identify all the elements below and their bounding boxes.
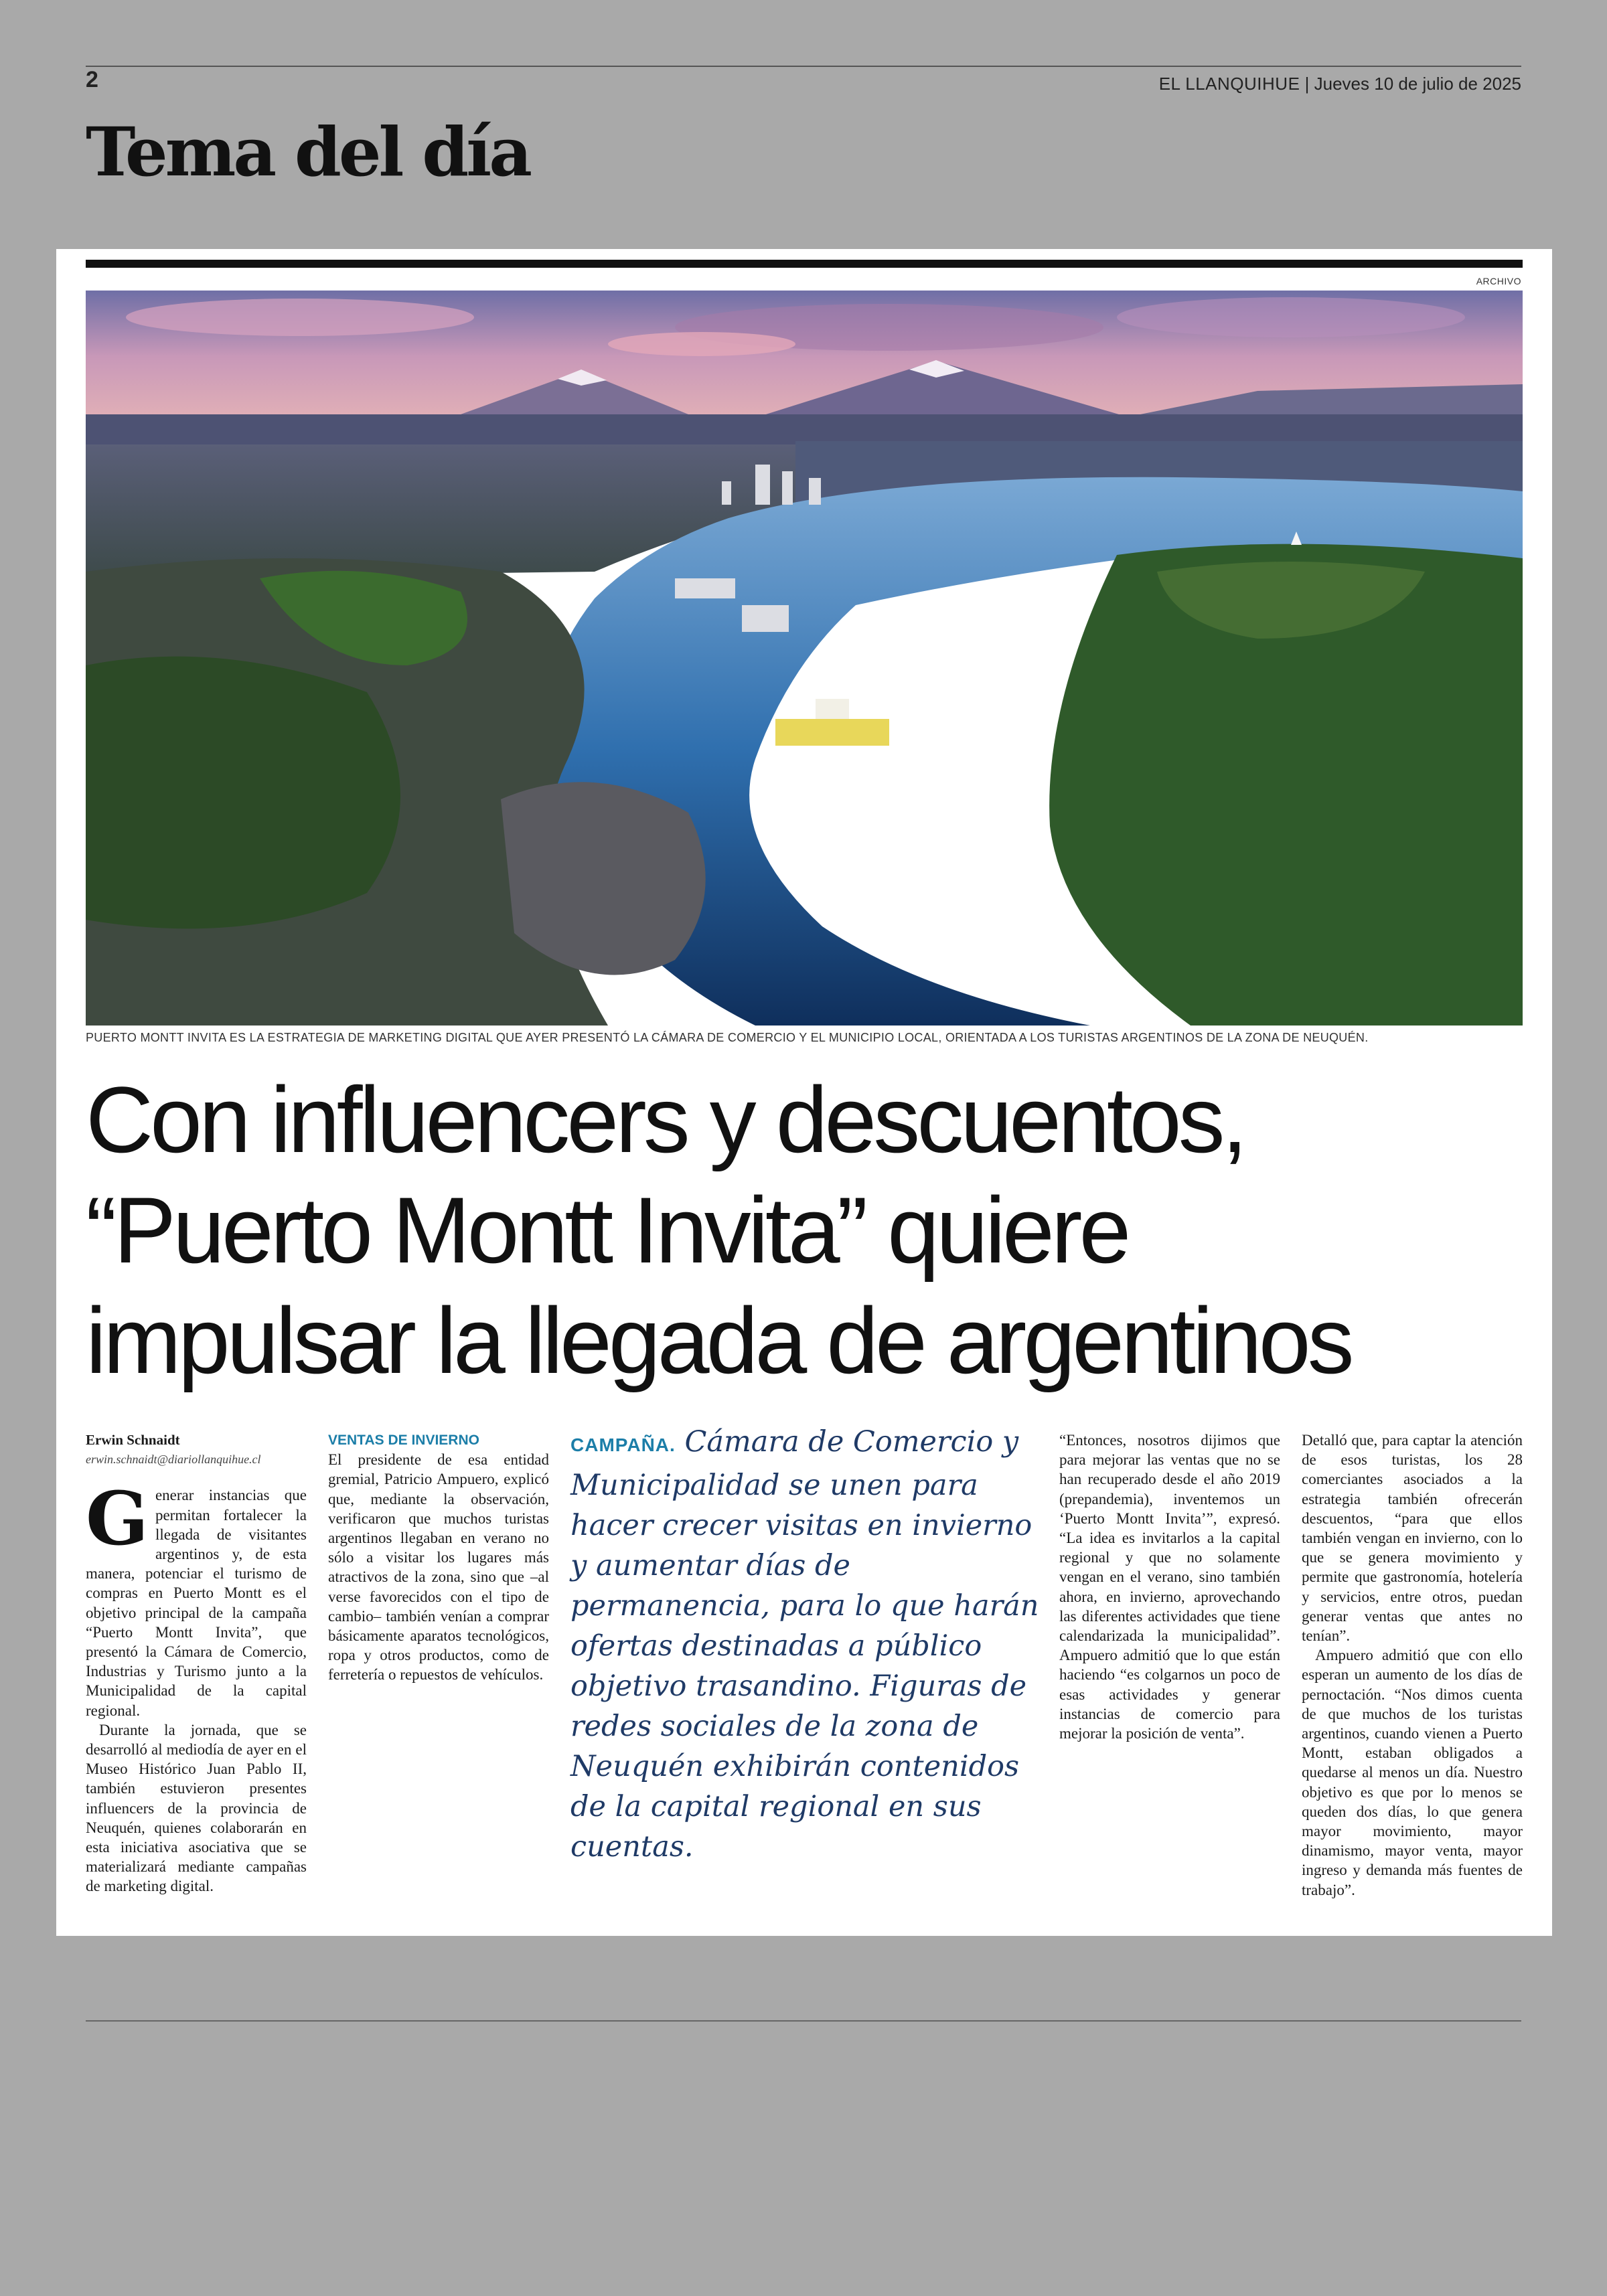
article-subhead: VENTAS DE INVIERNO — [328, 1432, 479, 1448]
bottom-rule — [86, 2020, 1521, 2022]
paragraph-2: Durante la jornada, que se desarrolló al mediodía de ayer en el Museo Histórico Juan Pablo II, también estuvieron presentes influencers de la provincia de Neuquén, quienes colaborarán en esta iniciativa asociativa que se materializará mediante campañas de marketing digital. — [86, 1721, 307, 1895]
lead-summary — [570, 1422, 1039, 1867]
lead-text: Cámara de Comercio y Municipalidad se unen para hacer crecer visitas en invierno y aumentar días de permanencia, para lo que harán ofertas destinadas a público objetivo trasandino. Figuras de redes sociales de la zona de Neuquén exhibirán contenidos de la capital regional en sus cuentas. — [570, 1425, 1039, 1864]
author-email: erwin.schnaidt@diariollanquihue.cl — [86, 1453, 261, 1467]
masthead — [1159, 74, 1521, 94]
article-column-2 — [328, 1430, 549, 1685]
issue-date: Jueves 10 de julio de 2025 — [1314, 74, 1521, 94]
paragraph-intro — [86, 1475, 307, 1720]
headline-line-3: impulsar la llegada de argentinos — [86, 1288, 1351, 1393]
paragraph-3: El presidente de esa entidad gremial, Patricio Ampuero, explicó que, mediante la observación, verificaron que muchos turistas argentinos llegaban en verano no sólo a visitar los lugares más atractivos de la zona, sino que –al verse favorecidos con el tipo de cambio– también venían a comprar básicamente aparatos tecnológicos, ropa y otros productos, como de ferretería o repuestos de vehículos. — [328, 1451, 549, 1684]
paragraph-6: Ampuero admitió que con ello esperan un aumento de los días de pernoctación. “Nos dimos cuenta de que muchos de los turistas argentinos, cuando vienen a Puerto Montt, estaban obligados a quedarse al menos un día. Nuestro objetivo es que por lo menos se queden dos días, lo que genera mayor movimiento, mayor dinamismo, mayor venta, mayor ingreso y demanda más fuentes de trabajo”. — [1302, 1647, 1523, 1898]
newspaper-name: EL LLANQUIHUE — [1158, 74, 1300, 94]
paragraph-1-text: enerar instancias que permitan fortalecer la llegada de visitantes argentinos y, de esta manera, potenciar el turismo de compras en Puerto Montt es el objetivo principal de la campaña “Puerto Montt Invita”, que presentó la Cámara de Comercio, Industrias y Turismo junto a la Municipalidad de la capital regional. — [86, 1487, 307, 1719]
article-panel — [56, 249, 1552, 1936]
article-headline — [86, 1064, 1523, 1396]
article-column-1 — [86, 1430, 307, 1896]
article-top-rule — [86, 260, 1523, 268]
article-column-5 — [1302, 1430, 1523, 1900]
article-column-4 — [1059, 1430, 1280, 1743]
author-name: Erwin Schnaidt — [86, 1432, 180, 1448]
top-rule — [86, 66, 1521, 67]
paragraph-4: “Entonces, nosotros dijimos que para mejorar las ventas que no se han recuperado desde el año 2019 (prepandemia), inventemos un ‘Puerto Montt Invita’”, expresó. “La idea es invitarlos a la capital regional y que no solamente vengan en el verano, sino también ahora, en invierno, aprovechando las diferentes actividades que tiene calendarizada la municipalidad”. Ampuero admitió que lo que están haciendo “es colgarnos un poco de esas actividades y generar instancias de comercio para mejorar la posición de venta”. — [1059, 1432, 1280, 1742]
section-title: Tema del día — [86, 112, 530, 191]
photo-caption: PUERTO MONTT INVITA ES LA ESTRATEGIA DE MARKETING DIGITAL QUE AYER PRESENTÓ LA CÁMARA DE COMERCIO Y EL MUNICIPIO LOCAL, ORIENTADA A LOS TURISTAS ARGENTINOS DE LA ZONA DE NEUQUÉN. — [86, 1031, 1369, 1044]
puerto-montt-aerial-illustration — [86, 291, 1523, 1026]
paragraph-5: Detalló que, para captar la atención de esos turistas, los 28 comerciantes asociados a la estrategia también ofrecerán descuentos, “para que ellos también vengan en invierno, con lo que se genera movimiento y permite que gastronomía, hotelería y servicios, entre otros, puedan generar ventas que antes no tenían”. — [1302, 1432, 1523, 1645]
headline-line-1: Con influencers y descuentos, — [86, 1067, 1245, 1172]
aerial-photo — [86, 291, 1523, 1026]
masthead-separator: | — [1304, 74, 1314, 94]
lead-kicker: CAMPAÑA. — [570, 1434, 676, 1455]
page-number: 2 — [86, 67, 98, 92]
drop-cap: G — [86, 1475, 149, 1562]
photo-credit: ARCHIVO — [1476, 276, 1521, 286]
headline-line-2: “Puerto Montt Invita” quiere — [86, 1177, 1128, 1283]
